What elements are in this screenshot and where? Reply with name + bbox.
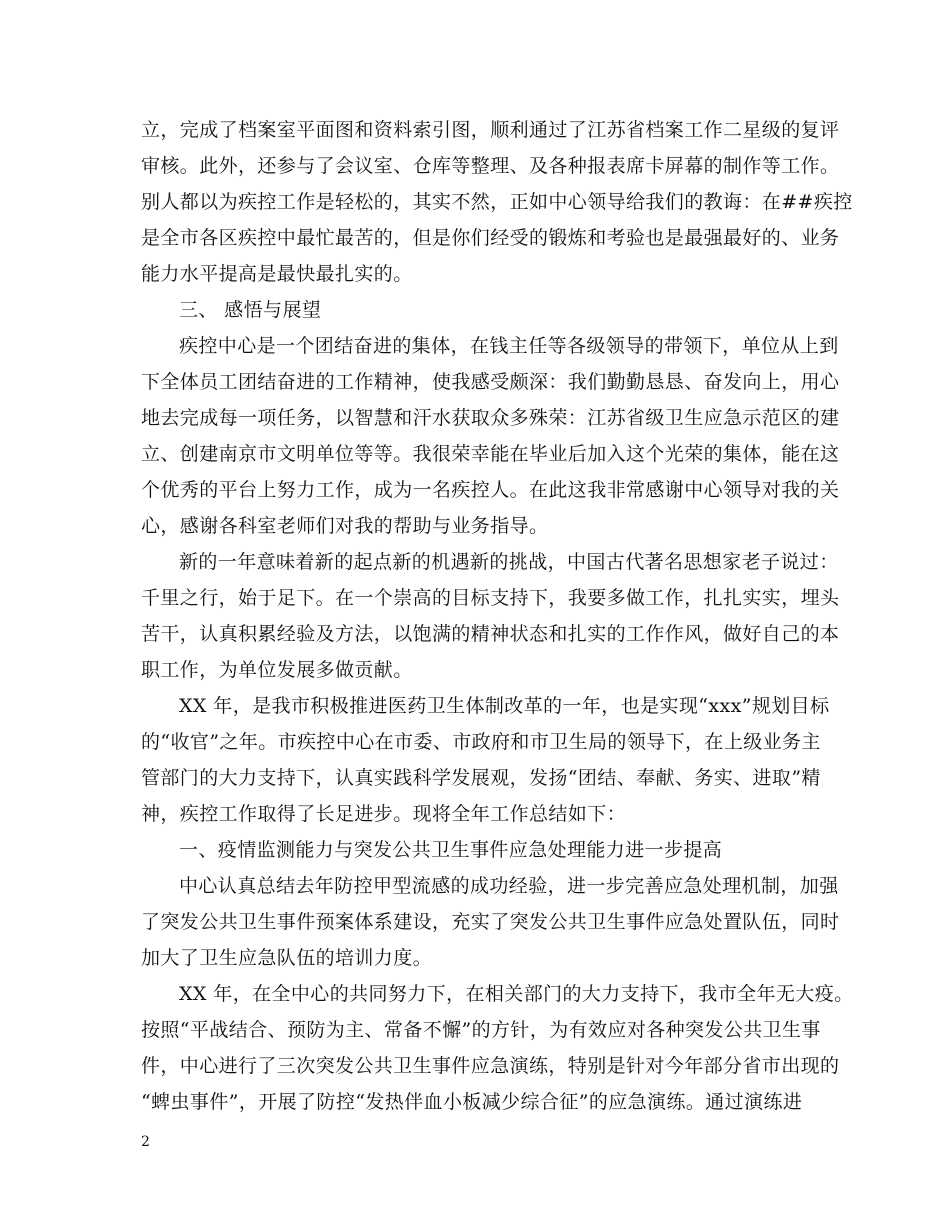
text-line: 地去完成每一项任务，以智慧和汗水获取众多殊荣：江苏省级卫生应急示范区的建 xyxy=(141,407,840,429)
text-line: 苦干，认真积累经验及方法，以饱满的精神状态和扎实的工作作风，做好自己的本 xyxy=(141,623,840,645)
text-line: 千里之行，始于足下。在一个崇高的目标支持下，我要多做工作，扎扎实实，埋头 xyxy=(141,587,840,609)
text-line: 审核。此外，还参与了会议室、仓库等整理、及各种报表席卡屏幕的制作等工作。 xyxy=(141,155,840,177)
text-line: 职工作，为单位发展多做贡献。 xyxy=(141,659,413,681)
text-line: 能力水平提高是最快最扎实的。 xyxy=(141,263,413,285)
text-line: 的“收官”之年。市疾控中心在市委、市政府和市卫生局的领导下，在上级业务主 xyxy=(141,731,821,753)
paragraph-first-line: XX 年，是我市积极推进医药卫生体制改革的一年，也是实现“xxx”规划目标 xyxy=(179,695,830,717)
text-line: 按照“平战结合、预防为主、常备不懈”的方针，为有效应对各种突发公共卫生事 xyxy=(141,1019,821,1041)
text-line: 下全体员工团结奋进的工作精神，使我感受颇深：我们勤勤恳恳、奋发向上，用心 xyxy=(141,371,840,393)
text-line: 立、创建南京市文明单位等等。我很荣幸能在毕业后加入这个光荣的集体，能在这 xyxy=(141,443,840,465)
paragraph-first-line: 疾控中心是一个团结奋进的集体，在钱主任等各级领导的带领下，单位从上到 xyxy=(179,335,839,357)
text-line: 是全市各区疾控中最忙最苦的，但是你们经受的锻炼和考验也是最强最好的、业务 xyxy=(141,227,840,249)
text-line: 加大了卫生应急队伍的培训力度。 xyxy=(141,947,433,969)
section-heading: 三、 感悟与展望 xyxy=(179,299,322,321)
text-line: 神，疾控工作取得了长足进步。现将全年工作总结如下： xyxy=(141,803,627,825)
text-line: 别人都以为疾控工作是轻松的，其实不然，正如中心领导给我们的教诲：在##疾控 xyxy=(141,191,853,213)
paragraph-first-line: 中心认真总结去年防控甲型流感的成功经验，进一步完善应急处理机制，加强 xyxy=(179,875,839,897)
text-line: 件，中心进行了三次突发公共卫生事件应急演练，特别是针对今年部分省市出现的 xyxy=(141,1055,840,1077)
paragraph-first-line: 新的一年意味着新的起点新的机遇新的挑战，中国古代著名思想家老子说过： xyxy=(179,551,839,573)
paragraph-first-line: XX 年，在全中心的共同努力下，在相关部门的大力支持下，我市全年无大疫。 xyxy=(179,983,854,1005)
page-number: 2 xyxy=(141,1134,150,1150)
text-line: 心，感谢各科室老师们对我的帮助与业务指导。 xyxy=(141,515,549,537)
text-line: 管部门的大力支持下，认真实践科学发展观，发扬“团结、奉献、务实、进取”精 xyxy=(141,767,821,789)
text-line: 个优秀的平台上努力工作，成为一名疾控人。在此这我非常感谢中心领导对我的关 xyxy=(141,479,840,501)
section-heading: 一、疫情监测能力与突发公共卫生事件应急处理能力进一步提高 xyxy=(179,839,723,861)
text-line: 了突发公共卫生事件预案体系建设，充实了突发公共卫生事件应急处置队伍，同时 xyxy=(141,911,840,933)
text-line: “蜱虫事件”，开展了防控“发热伴血小板减少综合征”的应急演练。通过演练进 xyxy=(141,1091,803,1113)
text-line: 立，完成了档案室平面图和资料索引图，顺利通过了江苏省档案工作二星级的复评 xyxy=(141,119,840,141)
